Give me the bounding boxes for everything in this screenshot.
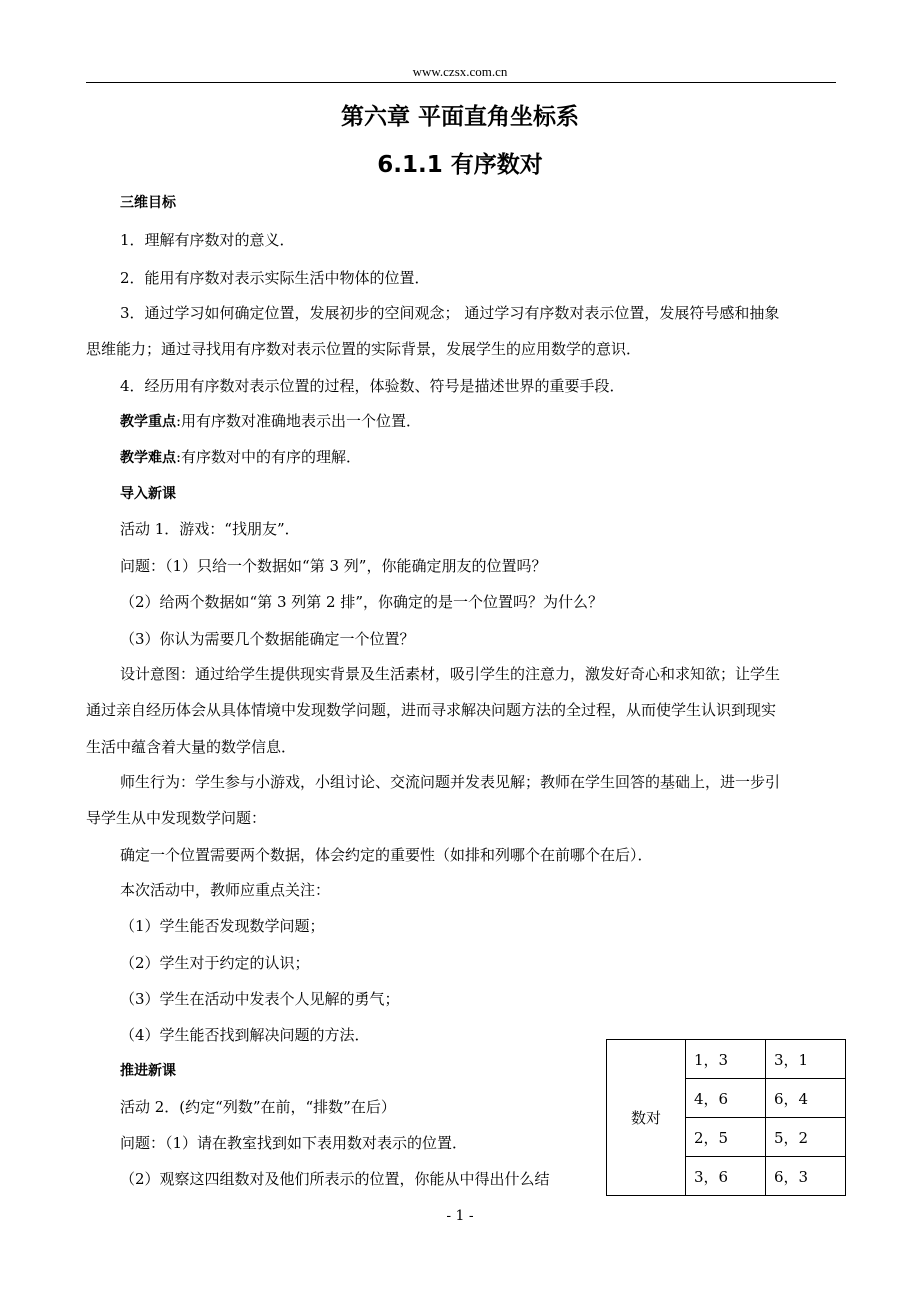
question-2: （2）给两个数据如“第 3 列第 2 排”，你确定的是一个位置吗？为什么？ [120,593,604,611]
difficulty-label: 教学难点 [120,450,176,466]
key-point-text: :用有序数对准确地表示出一个位置． [176,412,422,430]
pair-table [606,1039,846,1196]
activity-2-question-1: 问题：（1）请在教室找到如下表用数对表示的位置． [120,1134,468,1152]
key-point-line [120,411,421,432]
objective-1: 1．理解有序数对的意义． [120,231,295,249]
table-cell: 3，6 [686,1157,766,1196]
design-intent-line-3: 生活中蕴含着大量的数学信息． [86,738,297,756]
activity-2: 活动 2．(约定“列数”在前，“排数”在后） [120,1098,396,1116]
focus-intro: 本次活动中，教师应重点关注： [120,881,331,899]
table-cell: 3，1 [766,1040,846,1079]
behavior-line-2: 导学生从中发现数学问题： [86,809,267,827]
difficulty-text: :有序数对中的有序的理解． [176,448,362,466]
table-cell: 6，3 [766,1157,846,1196]
heading-introduction: 导入新课 [120,486,176,502]
focus-item-3: （3）学生在活动中发表个人见解的勇气； [120,990,400,1008]
objective-4: 4．经历用有序数对表示位置的过程，体验数、符号是描述世界的重要手段． [120,377,625,395]
page-number: - 1 - [446,1208,474,1224]
focus-item-1: （1）学生能否发现数学问题； [120,917,325,935]
section-title: 6.1.1 有序数对 [377,152,543,178]
objective-3-line-1: 3．通过学习如何确定位置，发展初步的空间观念； 通过学习有序数对表示位置，发展符号感和抽象 [120,304,780,322]
heading-new-lesson: 推进新课 [120,1063,176,1079]
header-divider [86,82,836,83]
activity-2-question-2: （2）观察这四组数对及他们所表示的位置，你能从中得出什么结 [120,1170,550,1188]
behavior-line-3: 确定一个位置需要两个数据，体会约定的重要性（如排和列哪个在前哪个在后）． [120,846,653,864]
key-point-label: 教学重点 [120,414,176,430]
table-cell: 4，6 [686,1079,766,1118]
table-row [607,1040,846,1079]
difficulty-line [120,447,361,468]
question-1: 问题：（1）只给一个数据如“第 3 列”，你能确定朋友的位置吗？ [120,557,547,575]
focus-item-2: （2）学生对于约定的认识； [120,954,310,972]
objective-3-line-2: 思维能力；通过寻找用有序数对表示位置的实际背景，发展学生的应用数学的意识． [86,340,642,358]
activity-1: 活动 1．游戏：“找朋友”． [120,520,300,538]
heading-objectives: 三维目标 [120,195,176,211]
design-intent-line-2: 通过亲自经历体会从具体情境中发现数学问题，进而寻求解决问题方法的全过程，从而使学生认识到现实 [86,701,777,719]
table-cell: 2，5 [686,1118,766,1157]
table-cell: 6，4 [766,1079,846,1118]
question-3: （3）你认为需要几个数据能确定一个位置？ [120,630,415,648]
table-cell: 5，2 [766,1118,846,1157]
chapter-title: 第六章 平面直角坐标系 [340,104,579,130]
header-url: www.czsx.com.cn [412,64,508,79]
design-intent-line-1: 设计意图：通过给学生提供现实背景及生活素材，吸引学生的注意力，激发好奇心和求知欲；让学生 [120,665,781,683]
behavior-line-1: 师生行为：学生参与小游戏，小组讨论、交流问题并发表见解；教师在学生回答的基础上，进一步引 [120,773,781,791]
table-cell: 1，3 [686,1040,766,1079]
objective-2: 2．能用有序数对表示实际生活中物体的位置． [120,269,430,287]
pair-table-label: 数对 [607,1040,686,1196]
focus-item-4: （4）学生能否找到解决问题的方法． [120,1026,370,1044]
